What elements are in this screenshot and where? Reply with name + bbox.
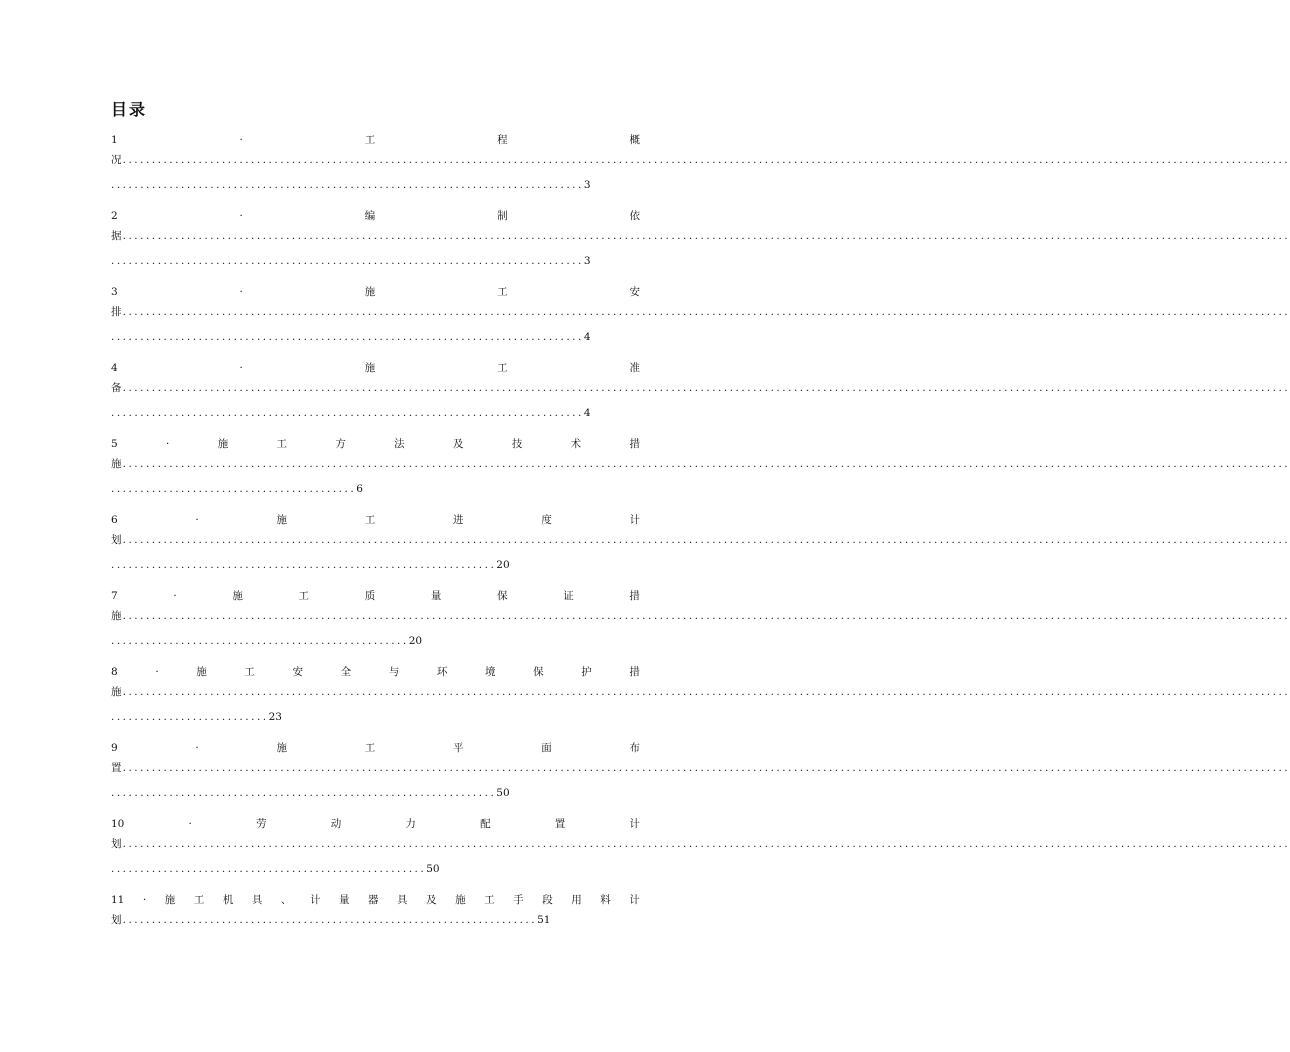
toc-entry-char: 程 (497, 134, 508, 146)
toc-entry-heading (111, 816, 640, 832)
toc-entry-char: 施 (455, 894, 466, 906)
toc-entry-char: 环 (436, 666, 448, 678)
toc-entry-heading (111, 436, 640, 452)
toc-entry-char: · (173, 590, 177, 602)
toc-entry-char: · (188, 818, 192, 830)
toc-entry-char: 措 (629, 590, 640, 602)
toc-entry-last[interactable] (111, 892, 640, 933)
toc-entry-char: 施 (276, 742, 287, 754)
toc-entry-leader (111, 680, 1290, 705)
dot-leader: ........................................................................................................................................................................................................ (122, 534, 1290, 546)
toc-entry-char: 动 (330, 818, 342, 830)
toc-entry-char: · (195, 742, 199, 754)
dot-leader: ........................................................................................................................................................................................................ (122, 458, 1290, 470)
toc-entry-tail-char: 划 (111, 534, 123, 546)
toc-entry[interactable] (111, 740, 1290, 806)
toc-entry-leader (111, 908, 640, 933)
toc-entry-char: 工 (276, 438, 288, 450)
toc-entry-leader-end (111, 553, 640, 578)
toc-entry[interactable] (111, 512, 1290, 578)
page-number: 3 (583, 179, 591, 191)
dot-leader: ................................................... (111, 635, 409, 647)
toc-entry-leader (111, 832, 1290, 857)
toc-entry-char: 工 (244, 666, 255, 678)
toc-entry-char: · (239, 286, 243, 298)
toc-entry-char: 器 (368, 894, 379, 906)
toc-entry-char: 机 (222, 894, 234, 906)
toc-entry-leader (111, 452, 1290, 477)
dot-leader: ........................................................................................................................................................................................................ (122, 230, 1290, 242)
toc-entry-heading (111, 284, 640, 300)
toc-entry-char: · (239, 210, 243, 222)
toc-entry-char: 编 (364, 210, 376, 222)
toc-entry-leader-end (111, 857, 640, 882)
toc-entry-char: 工 (497, 362, 508, 374)
toc-entry-char: 用 (571, 894, 582, 906)
toc-entry-char: 施 (217, 438, 229, 450)
toc-entry-leader-end (111, 477, 640, 502)
toc-entry-char: 进 (452, 514, 464, 526)
toc-entry-char: 布 (629, 742, 640, 754)
toc-entry-leader-end (111, 629, 640, 654)
toc-entry[interactable] (111, 816, 1290, 882)
toc-entry-char: 施 (232, 590, 243, 602)
toc-entry[interactable] (111, 664, 1290, 730)
dot-leader: ................................................................................. (111, 179, 584, 191)
toc-entry[interactable] (111, 208, 1290, 274)
page-number: 51 (537, 914, 551, 926)
toc-entry-number: 7 (111, 590, 118, 602)
toc-entry-char: 计 (309, 894, 321, 906)
toc-entry-char: 施 (196, 666, 207, 678)
toc-entry-char: 全 (340, 666, 352, 678)
dot-leader: ........................................................................................................................................................................................................ (122, 610, 1290, 622)
toc-entry-number: 9 (111, 742, 118, 754)
toc-entry-char: 制 (497, 210, 508, 222)
toc-entry-number: 8 (111, 666, 118, 678)
page-number: 23 (268, 711, 282, 723)
toc-entry-char: 量 (338, 894, 350, 906)
toc-entry-char: 及 (426, 894, 437, 906)
dot-leader: ................................................................................. (111, 331, 584, 343)
toc-entry-char: 置 (554, 818, 566, 830)
page-number: 50 (496, 787, 510, 799)
toc-entry-leader (111, 148, 1290, 173)
toc-entry-char: 质 (364, 590, 376, 602)
toc-entry-char: 面 (541, 742, 552, 754)
toc-entry-char: 、 (280, 894, 292, 906)
toc-entry-number: 4 (111, 362, 118, 374)
toc-entry-char: 术 (570, 438, 582, 450)
toc-entry-number: 1 (111, 134, 118, 146)
toc-entry-char: 工 (364, 742, 376, 754)
toc-entry-char: 施 (164, 894, 176, 906)
toc-entry-char: 量 (430, 590, 442, 602)
page-number: 50 (426, 863, 440, 875)
toc-entry-char: 施 (364, 362, 376, 374)
toc-entry-number: 11 (111, 894, 125, 906)
toc-entry-char: 劳 (256, 818, 267, 830)
toc-entry[interactable] (111, 132, 1290, 198)
page-number: 4 (583, 407, 591, 419)
toc-entry-char: 准 (629, 362, 640, 374)
toc-entry-char: 工 (364, 514, 376, 526)
toc-entry-char: 施 (364, 286, 376, 298)
toc-entry-char: 保 (497, 590, 508, 602)
dot-leader: .................................................................. (111, 787, 497, 799)
toc-entry-number: 3 (111, 286, 118, 298)
toc-entry-char: 平 (452, 742, 464, 754)
toc-entry-char: 工 (193, 894, 205, 906)
toc-entry-tail-char: 施 (111, 686, 123, 698)
toc-entry-tail-char: 据 (111, 230, 123, 242)
toc-entry-leader (111, 756, 1290, 781)
toc-entry-tail-char: 施 (111, 458, 123, 470)
dot-leader: ........................................................................................................................................................................................................ (122, 686, 1290, 698)
toc-entry-char: 工 (364, 134, 376, 146)
toc-entry-char: 保 (533, 666, 544, 678)
toc-entry-char: 具 (251, 894, 263, 906)
dot-leader: ................................................................................. (111, 407, 584, 419)
toc-entry-char: 证 (563, 590, 574, 602)
toc-entry-char: 力 (405, 818, 416, 830)
page-number: 20 (496, 559, 510, 571)
dot-leader: .......................................... (111, 483, 357, 495)
toc-entry-leader-end (111, 173, 640, 198)
dot-leader: ........................................................................................................................................................................................................ (122, 154, 1290, 166)
toc-entry-char: 手 (513, 894, 524, 906)
toc-entry-heading (111, 512, 640, 528)
toc-entry-char: 配 (480, 818, 491, 830)
toc-entry[interactable] (111, 284, 1290, 350)
dot-leader: ................................................................................. (111, 255, 584, 267)
toc-entry-heading (111, 664, 640, 680)
toc-entry-char: 安 (292, 666, 304, 678)
toc-entry-char: 段 (542, 894, 553, 906)
dot-leader: ........................... (111, 711, 269, 723)
toc-entry-char: 计 (629, 514, 640, 526)
toc-entry-tail-char: 况 (111, 154, 123, 166)
toc-entry-char: · (195, 514, 199, 526)
toc-entry-char: · (239, 134, 243, 146)
dot-leader: ...................................................... (111, 863, 427, 875)
toc-entry-char: 护 (581, 666, 592, 678)
toc-entry-number: 6 (111, 514, 118, 526)
toc-entry-char: 度 (541, 514, 552, 526)
toc-title: 目录 (111, 100, 148, 119)
toc-entry[interactable] (111, 588, 1290, 654)
toc-entry-leader-end (111, 249, 640, 274)
toc-entry-tail-char: 划 (111, 838, 123, 850)
toc-entry-heading (111, 740, 640, 756)
dot-leader: ........................................................................................................................................................................................................ (122, 306, 1290, 318)
toc-entry-char: 安 (629, 286, 640, 298)
toc-entry-number: 10 (111, 818, 125, 830)
toc-entry-char: 依 (629, 210, 640, 222)
dot-leader: ........................................................................................................................................................................................................ (122, 382, 1290, 394)
page-number: 3 (583, 255, 591, 267)
toc-entry-number: 5 (111, 438, 118, 450)
page-number: 6 (356, 483, 363, 495)
toc-entry-leader (111, 300, 1290, 325)
toc-entry-char: · (142, 894, 147, 906)
toc-entry-heading (111, 588, 640, 604)
toc-entry-tail-char: 排 (111, 306, 123, 318)
toc-entry-leader (111, 604, 1290, 629)
dot-leader: .................................................................. (111, 559, 497, 571)
toc-entry-char: 计 (629, 894, 640, 906)
toc-entry-char: 与 (388, 666, 400, 678)
toc-entry-char: 技 (511, 438, 523, 450)
toc-entry-heading (111, 208, 640, 224)
dot-leader: ........................................................................................................................................................................................................ (122, 838, 1290, 850)
toc-entry-char: 工 (497, 286, 508, 298)
toc-entry-char: 工 (298, 590, 310, 602)
toc-entry-char: 方 (335, 438, 346, 450)
toc-entry-leader (111, 224, 1290, 249)
toc-entry-leader-end (111, 705, 640, 730)
page-number: 20 (408, 635, 423, 647)
toc-entry-char: 措 (629, 438, 640, 450)
toc-entry-char: · (155, 666, 159, 678)
toc-entry-char: 计 (629, 818, 640, 830)
dot-leader: ........................................................................................................................................................................................................ (122, 762, 1290, 774)
toc-entry-leader-end (111, 325, 640, 350)
toc-entry-heading (111, 132, 640, 148)
toc-entry-char: 措 (629, 666, 640, 678)
toc-entry[interactable] (111, 436, 1290, 502)
toc-entry-char: 工 (484, 894, 495, 906)
toc-entry-char: 概 (629, 134, 640, 146)
toc-entry-leader-end (111, 401, 640, 426)
toc-entry-leader (111, 376, 1290, 401)
toc-entry-char: 具 (397, 894, 408, 906)
toc-entry-char: 法 (394, 438, 405, 450)
toc-entry-number: 2 (111, 210, 118, 222)
toc-entry-char: 及 (453, 438, 464, 450)
toc-entry-heading (111, 360, 640, 376)
page-number: 4 (583, 331, 591, 343)
toc-entry-char: 料 (600, 894, 611, 906)
toc-entry[interactable] (111, 360, 1290, 426)
toc-entry-leader-end (111, 781, 640, 806)
toc-entry-char: 境 (485, 666, 496, 678)
dot-leader: ....................................................................... (122, 914, 538, 926)
toc-entry-char: · (166, 438, 170, 450)
toc-entry-leader (111, 528, 1290, 553)
toc-entry-heading (111, 892, 640, 908)
toc-entry-char: · (239, 362, 243, 374)
toc-entry-tail-char: 备 (111, 382, 123, 394)
toc-entry-tail-char: 置 (111, 762, 123, 774)
toc-entry-tail-char: 施 (111, 610, 123, 622)
toc-entry-char: 施 (276, 514, 287, 526)
toc-entry-tail-char: 划 (111, 914, 123, 926)
